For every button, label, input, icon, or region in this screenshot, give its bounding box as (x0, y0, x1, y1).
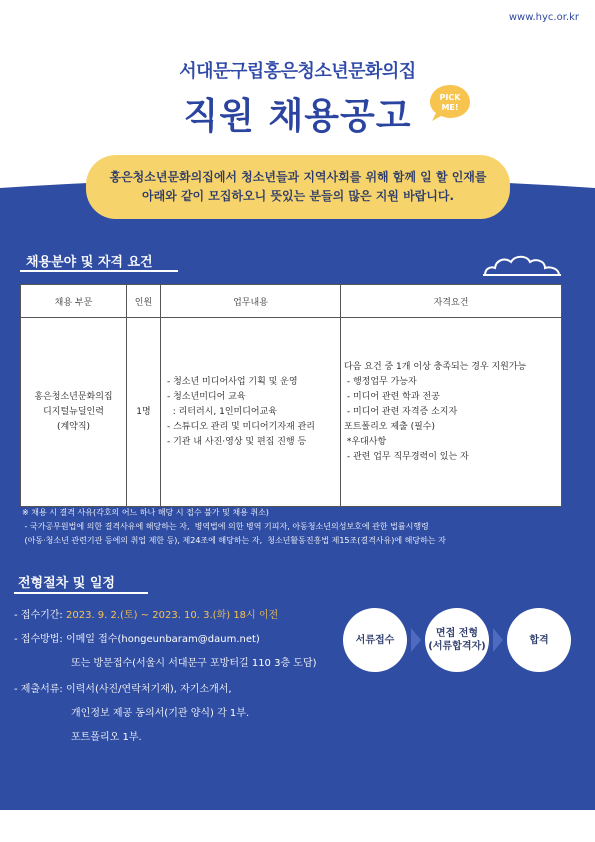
duty-line: - 청소년 미디어사업 기획 및 운영 (167, 376, 298, 387)
field-line: 디지털뉴딜인력 (43, 406, 104, 417)
step-label: 서류접수 (355, 634, 395, 646)
header-count: 인원 (127, 285, 161, 318)
qual-line: - 미디어 관련 자격증 소지자 (344, 406, 458, 417)
note-line: (아동·청소년 관련기관 등에의 취업 제한 등), 제24조에 해당하는 자, 청소년활동진흥법 제15조(결격사유)에 해당하는 자 (22, 536, 446, 545)
step-interview (425, 608, 489, 672)
step-label: 면접 전형 (435, 628, 479, 639)
badge-text-1: PICK (439, 93, 461, 102)
qual-line: 포트폴리오 제출 (필수) (344, 421, 435, 432)
method-visit: 또는 방문접수(서울시 서대문구 포방터길 110 3층 도담) (71, 658, 317, 669)
qual-line: 다음 요건 중 1개 이상 충족되는 경우 지원가능 (344, 361, 527, 372)
section-title-requirements: 채용분야 및 자격 요건 (26, 255, 153, 270)
period-label: - 접수기간: (14, 610, 66, 621)
period-row (14, 606, 278, 621)
banner-line-2: 아래와 같이 모집하오니 뜻있는 분들의 많은 지원 바랍니다. (141, 189, 454, 203)
note-line: ※ 채용 시 결격 사유(각호의 어느 하나 해당 시 접수 불가 및 채용 취소) (22, 508, 269, 517)
docs-line: 이력서(사진/연락처기재), 자기소개서, (65, 684, 232, 695)
method-row (14, 630, 260, 645)
duty-line: - 청소년미디어 교육 (167, 391, 246, 402)
header-field: 채용 부문 (21, 285, 127, 318)
qual-line: *우대사항 (344, 436, 387, 447)
docs-line: 포트폴리오 1부. (71, 732, 142, 743)
badge-text-2: ME! (441, 103, 459, 112)
qual-line: - 미디어 관련 학과 전공 (344, 391, 440, 402)
section-underline (20, 270, 178, 272)
table-row (21, 318, 562, 507)
duty-line: - 기관 내 사진·영상 및 편집 진행 등 (167, 436, 307, 447)
banner-line-1: 홍은청소년문화의집에서 청소년들과 지역사회를 위해 함께 일 할 인재를 (109, 170, 487, 184)
cell-qualifications (341, 318, 562, 507)
docs-row (14, 680, 232, 695)
cloud-icon (483, 254, 561, 276)
website-url[interactable]: www.hyc.or.kr (508, 12, 579, 23)
header-qualifications: 자격요건 (341, 285, 562, 318)
section-underline (14, 592, 148, 594)
step-label: 합격 (529, 634, 549, 646)
qual-line: - 관련 업무 직무경력이 있는 자 (344, 451, 469, 462)
page-title: 직원 채용공고 (183, 96, 412, 137)
docs-label: - 제출서류: (14, 684, 66, 695)
organization-name: 서대문구립홍은청소년문화의집 (179, 61, 416, 82)
docs-line: 개인정보 제공 동의서(기관 양식) 각 1부. (71, 708, 250, 719)
arrow-icon (493, 628, 503, 652)
intro-banner (86, 155, 510, 219)
cell-duties (161, 318, 341, 507)
step-document-screening (343, 608, 407, 672)
cell-count: 1명 (127, 318, 161, 507)
requirements-table (20, 284, 562, 507)
qual-line: - 행정업무 가능자 (344, 376, 417, 387)
cell-field (21, 318, 127, 507)
note-line: - 국가공무원법에 의한 결격사유에 해당하는 자, 병역법에 의한 병역 기피자, 아동청소년의성보호에 관한 법률시행령 (22, 522, 429, 531)
pick-me-badge (428, 83, 472, 123)
table-header-row (21, 285, 562, 318)
step-sublabel: (서류합격자) (428, 641, 486, 652)
duty-line: - 스튜디오 관리 및 미디어기자재 관리 (167, 421, 315, 432)
disqualification-notes (22, 506, 446, 548)
period-value: 2023. 9. 2.(토) ~ 2023. 10. 3.(화) 18시 이전 (65, 610, 279, 621)
field-line: (계약직) (56, 421, 91, 432)
header-duties: 업무내용 (161, 285, 341, 318)
arrow-icon (411, 628, 421, 652)
method-email: 이메일 접수(hongeunbaram@daum.net) (65, 634, 260, 645)
duty-line: : 리터러시, 1인미디어교육 (167, 406, 278, 417)
field-line: 홍은청소년문화의집 (34, 391, 113, 402)
method-label: - 접수방법: (14, 634, 66, 645)
step-pass (507, 608, 571, 672)
section-title-process: 전형절차 및 일정 (18, 576, 115, 591)
